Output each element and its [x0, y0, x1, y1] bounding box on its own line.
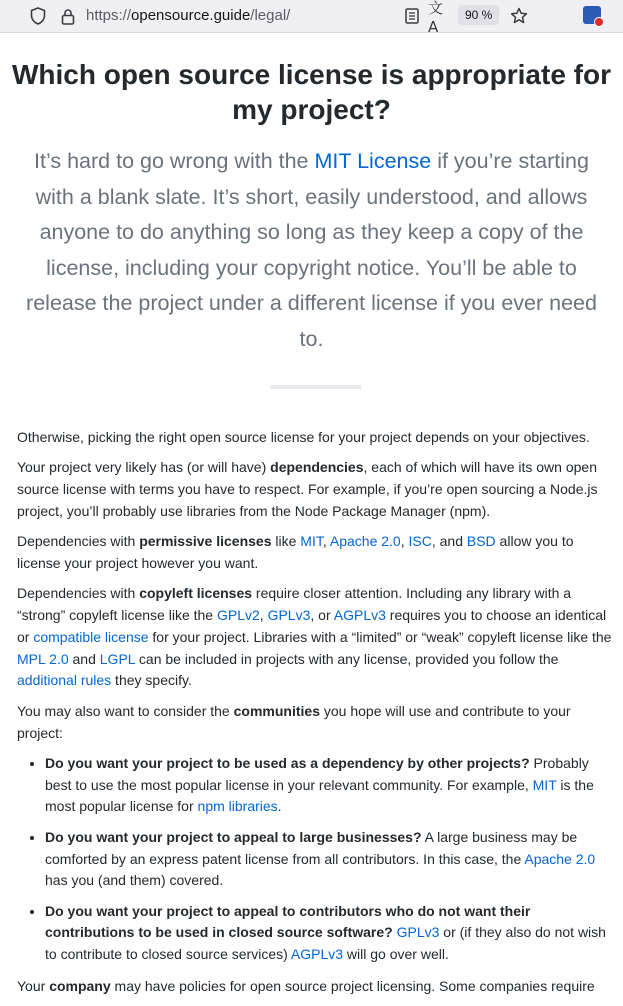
compatible-license-link[interactable]: compatible license — [33, 628, 149, 645]
extension-icon[interactable] — [583, 6, 601, 24]
communities-list — [17, 753, 613, 966]
reader-view-icon[interactable] — [402, 6, 422, 26]
mpl-link[interactable]: MPL 2.0 — [17, 650, 69, 667]
additional-rules-link[interactable]: additional rules — [17, 672, 112, 689]
page-title: Which open source license is appropriate for my project? — [11, 59, 612, 125]
agplv3-link[interactable]: AGPLv3 — [333, 607, 386, 624]
gplv3-link[interactable]: GPLv3 — [267, 607, 311, 624]
lgpl-link[interactable]: LGPL — [99, 650, 136, 667]
list-item: • Do you want your project to be used as a dependency by other projects? Probably best to use the most popular license in your relevant community. For example, MIT is the most popular license for npm libraries. — [45, 753, 613, 818]
paragraph-permissive: Dependencies with permissive licenses like MIT, Apache 2.0, ISC, and BSD allow you to license your project however you want. — [17, 533, 574, 571]
mit-license-link[interactable]: MIT License — [314, 149, 432, 173]
article-body — [17, 427, 613, 1006]
list-item: • Do you want your project to appeal to contributors who do not want their contributions to be used in closed source software? GPLv3 or (if they also do not wish to contribute to closed source services) AGPLv3 will go over well. — [45, 901, 613, 966]
zoom-level-button[interactable]: 90 % — [458, 5, 499, 25]
browser-toolbar — [0, 0, 623, 36]
gplv2-link[interactable]: GPLv2 — [216, 607, 260, 624]
apache-link[interactable]: Apache 2.0 — [524, 850, 596, 867]
shield-icon[interactable] — [28, 6, 48, 26]
paragraph-communities: You may also want to consider the communities you hope will use and contribute to your project: — [17, 702, 571, 741]
url-path: /legal/ — [250, 7, 291, 24]
url-bar[interactable] — [86, 6, 290, 26]
agplv3-link[interactable]: AGPLv3 — [290, 946, 344, 963]
translate-icon[interactable]: 文A — [428, 0, 444, 36]
paragraph-dependencies: Your project very likely has (or will have) dependencies, each of which will have its own open source license with terms you have to respect. For example, if you’re open sourcing a Node.js project, you’ll probably use libraries from the Node Package Manager (npm). — [17, 459, 598, 519]
mit-link[interactable]: MIT — [300, 533, 323, 550]
apache-link[interactable]: Apache 2.0 — [329, 533, 401, 550]
list-item: • Do you want your project to appeal to large businesses? A large business may be comforted by an express patent license from all contributors. In this case, the Apache 2.0 has you (and them) covered. — [45, 827, 613, 892]
npm-libraries-link[interactable]: npm libraries — [197, 798, 278, 815]
paragraph-objectives: Otherwise, picking the right open source license for your project depends on your objectives. — [17, 429, 590, 445]
isc-link[interactable]: ISC — [408, 533, 432, 550]
gplv3-link[interactable]: GPLv3 — [396, 924, 440, 941]
bookmark-star-icon[interactable] — [509, 6, 529, 26]
bsd-link[interactable]: BSD — [466, 533, 496, 550]
section-divider — [270, 385, 361, 389]
url-host: opensource.guide — [131, 7, 251, 24]
lock-icon[interactable] — [58, 6, 78, 26]
paragraph-copyleft: Dependencies with copyleft licenses require closer attention. Including any library with a “strong” copyleft license like the GPLv2, GPLv3, or AGPLv3 requires you to choose an identical or compatible license for your project. Libraries with a “limited” or “weak” copyleft license like the MPL 2.0 and LGPL can be included in projects with any license, provided you follow the additional rules they specify. — [17, 585, 612, 689]
mit-link[interactable]: MIT — [532, 776, 557, 793]
url-scheme: https:// — [86, 7, 132, 24]
paragraph-company: Your company may have policies for open source project licensing. Some companies require — [17, 978, 595, 995]
lead-paragraph: It’s hard to go wrong with the MIT License if you’re starting with a blank slate. It’s short, easily understood, and allows anyone to do anything so long as they keep a copy of the license, including your copyright notice. You’ll be able to release the project under a different license if you ever need to. — [26, 149, 597, 351]
